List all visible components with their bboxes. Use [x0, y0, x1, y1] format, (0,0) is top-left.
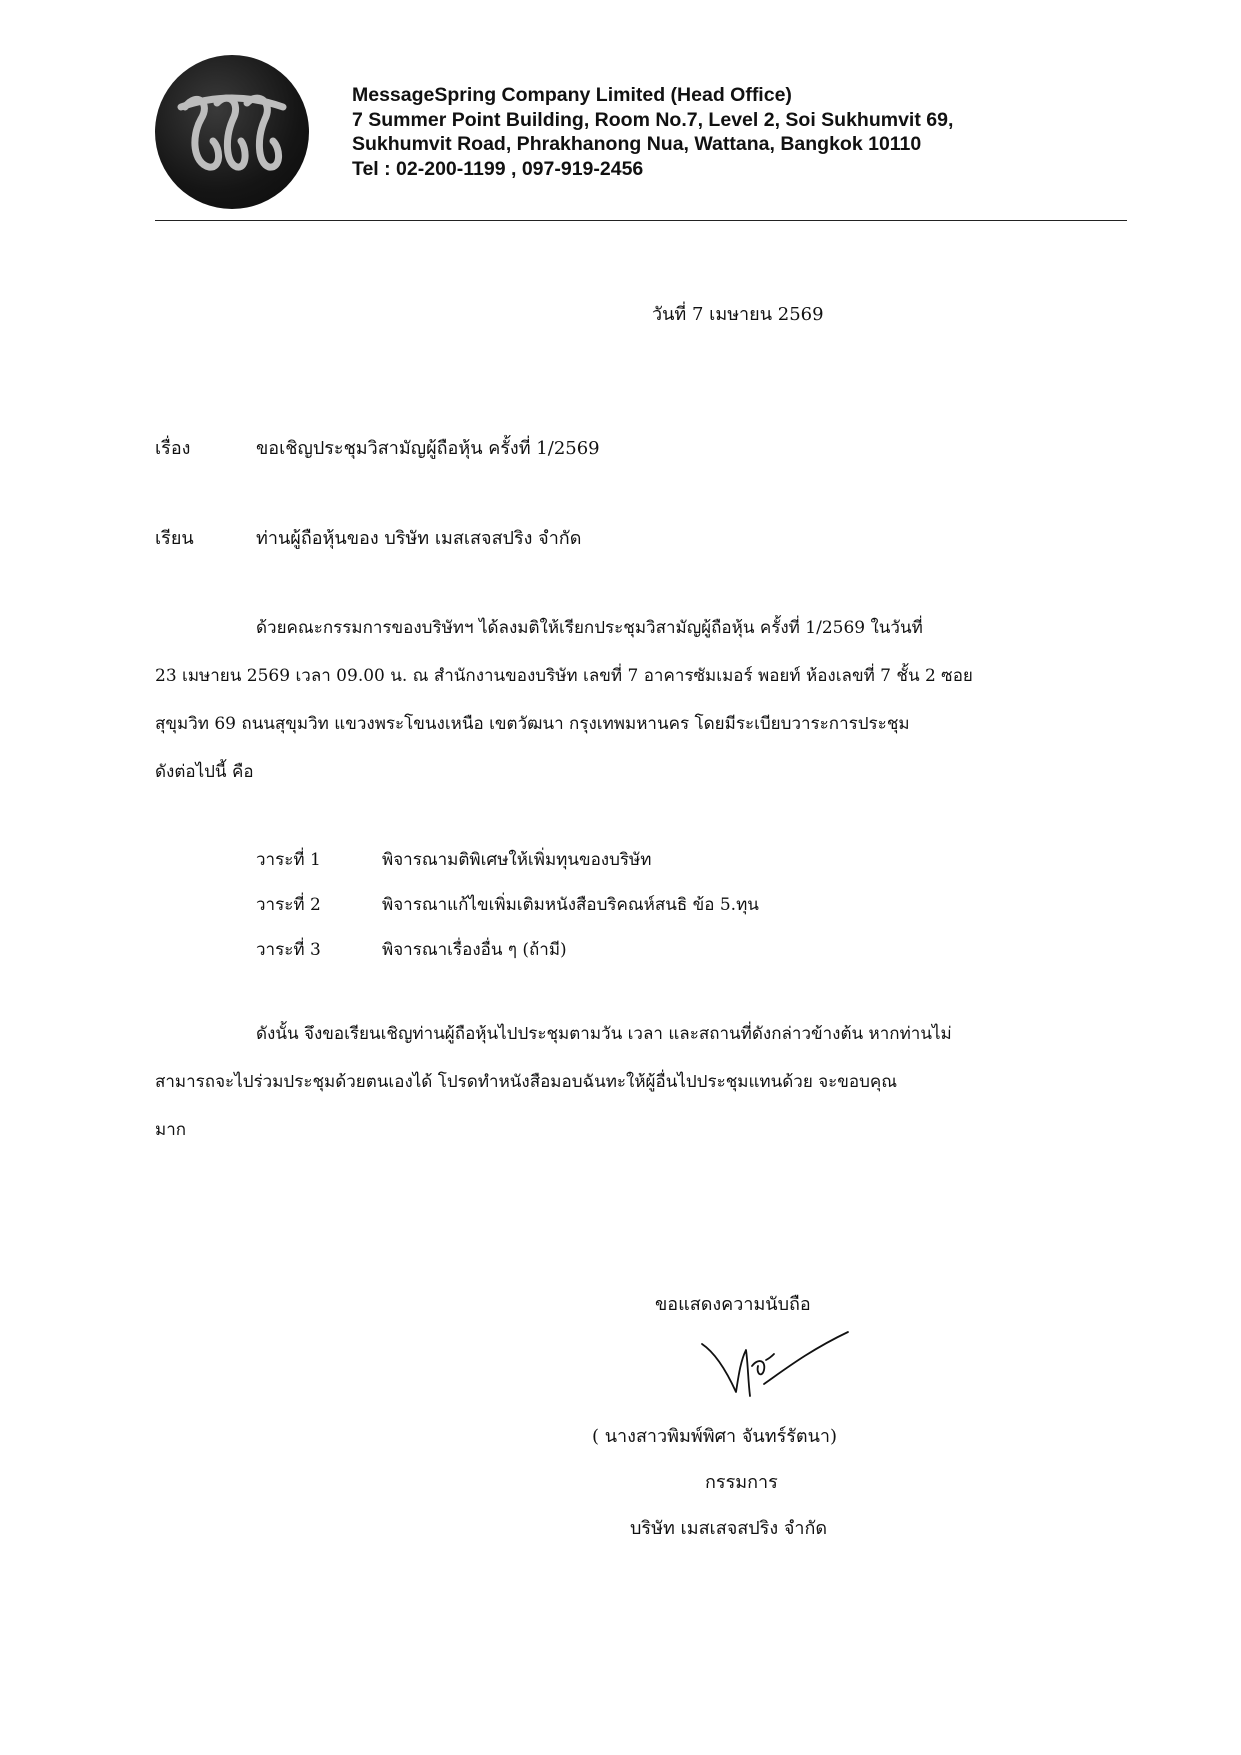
closing-line: ดังนั้น จึงขอเรียนเชิญท่านผู้ถือหุ้นไปประชุมตามวัน เวลา และสถานที่ดังกล่าวข้างต้น หากท่านไม่ [256, 1024, 952, 1044]
header-divider [155, 220, 1127, 221]
intro-line: สุขุมวิท 69 ถนนสุขุมวิท แขวงพระโขนงเหนือ เขตวัฒนา กรุงเทพมหานคร โดยมีระเบียบวาระการประชุม [155, 714, 910, 734]
closing-line: มาก [155, 1120, 187, 1140]
recipient-text: ท่านผู้ถือหุ้นของ บริษัท เมสเสจสปริง จำกัด [256, 528, 582, 549]
recipient-label: เรียน [155, 528, 194, 549]
logo-mark-icon [155, 55, 309, 209]
address-line-2: Sukhumvit Road, Phrakhanong Nua, Wattana, Bangkok 10110 [352, 133, 922, 155]
handwritten-signature [700, 1330, 850, 1415]
subject-text: ขอเชิญประชุมวิสามัญผู้ถือหุ้น ครั้งที่ 1/2569 [256, 438, 600, 459]
signatory-name: ( นางสาวพิมพ์พิศา จันทร์รัตนา) [592, 1426, 838, 1447]
signatory-company: บริษัท เมสเสจสปริง จำกัด [630, 1518, 828, 1539]
agenda-item: พิจารณาแก้ไขเพิ่มเติมหนังสือบริคณห์สนธิ ข้อ 5.ทุน [382, 895, 759, 915]
letterhead [352, 83, 1152, 181]
subject-label: เรื่อง [155, 438, 191, 459]
agenda-item: พิจารณาเรื่องอื่น ๆ (ถ้ามี) [382, 940, 567, 960]
company-logo [155, 55, 309, 209]
address-line-1: 7 Summer Point Building, Room No.7, Level 2, Soi Sukhumvit 69, [352, 108, 954, 131]
letter-date: วันที่ 7 เมษายน 2569 [652, 304, 824, 325]
closing-line: สามารถจะไปร่วมประชุมด้วยตนเองได้ โปรดทำหนังสือมอบฉันทะให้ผู้อื่นไปประชุมแทนด้วย จะขอบคุณ [155, 1072, 898, 1092]
company-name: MessageSpring Company Limited (Head Office) [352, 84, 792, 106]
agenda-number: วาระที่ 2 [256, 895, 321, 915]
intro-line: 23 เมษายน 2569 เวลา 09.00 น. ณ สำนักงานของบริษัท เลขที่ 7 อาคารซัมเมอร์ พอยท์ ห้องเลขที่ 7 ชั้น 2 ซอย [155, 666, 973, 686]
agenda-number: วาระที่ 1 [256, 850, 321, 870]
intro-line: ด้วยคณะกรรมการของบริษัทฯ ได้ลงมติให้เรียกประชุมวิสามัญผู้ถือหุ้น ครั้งที่ 1/2569 ในวันที่ [256, 618, 923, 638]
sign-off-closing: ขอแสดงความนับถือ [655, 1294, 811, 1315]
intro-line: ดังต่อไปนี้ คือ [155, 762, 254, 782]
signatory-title: กรรมการ [705, 1472, 778, 1493]
agenda-number: วาระที่ 3 [256, 940, 321, 960]
agenda-item: พิจารณามติพิเศษให้เพิ่มทุนของบริษัท [382, 850, 652, 870]
phone: Tel : 02-200-1199 , 097-919-2456 [352, 157, 644, 180]
